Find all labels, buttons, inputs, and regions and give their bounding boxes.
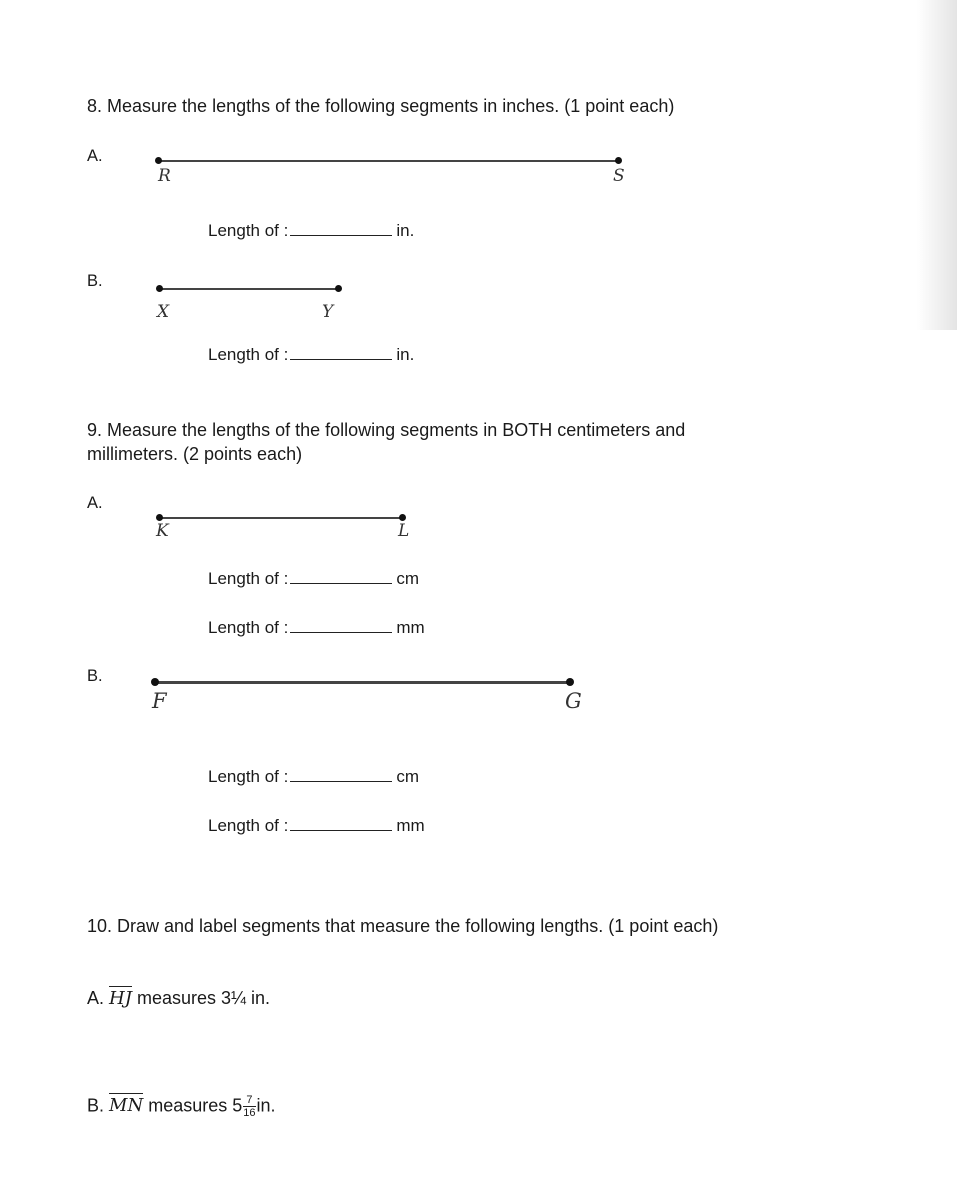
q10-part-a-text: measures 3¼ in. bbox=[136, 988, 271, 1008]
point-s-dot bbox=[615, 157, 622, 164]
q10-part-b-text: measures 5 bbox=[148, 1095, 243, 1116]
question-9-title-line1: 9. Measure the lengths of the following segments in BOTH centimeters and bbox=[87, 420, 686, 440]
fraction-7-16: $\frac{7}{16}$ bbox=[243, 1094, 256, 1119]
q8b-answer-line bbox=[208, 345, 414, 365]
answer-prefix: Length of : bbox=[208, 221, 289, 240]
q9-part-a-label: A. bbox=[87, 494, 103, 512]
answer-unit: cm bbox=[396, 569, 420, 588]
segment-fg bbox=[155, 681, 571, 684]
answer-blank[interactable] bbox=[290, 816, 392, 831]
q9a-cm-answer-line bbox=[208, 569, 419, 589]
page-edge-shadow bbox=[917, 0, 957, 330]
question-8-title: 8. Measure the lengths of the following segments in inches. (1 point each) bbox=[87, 96, 675, 116]
point-x-label: X bbox=[157, 302, 170, 322]
point-s-label: S bbox=[613, 166, 625, 186]
point-r-label: R bbox=[158, 166, 171, 186]
answer-unit: mm bbox=[396, 618, 425, 637]
question-9-title-line2: millimeters. (2 points each) bbox=[87, 444, 303, 464]
point-k-dot bbox=[156, 514, 163, 521]
q10-part-b-label: B. bbox=[87, 1095, 105, 1116]
q9a-mm-answer-line bbox=[208, 618, 425, 638]
answer-prefix: Length of : bbox=[208, 816, 289, 835]
point-y-label: Y bbox=[322, 302, 334, 322]
answer-unit: mm bbox=[396, 816, 425, 835]
q8-part-b-label: B. bbox=[87, 272, 103, 290]
point-g-dot bbox=[566, 678, 574, 686]
point-f-dot bbox=[151, 678, 159, 686]
answer-blank[interactable] bbox=[290, 569, 392, 584]
point-l-label: L bbox=[398, 521, 410, 541]
q9-part-b-label: B. bbox=[87, 667, 103, 685]
segment-rs bbox=[159, 160, 619, 162]
segment-kl bbox=[160, 517, 403, 519]
q9b-mm-answer-line bbox=[208, 816, 425, 836]
answer-blank[interactable] bbox=[290, 345, 392, 360]
answer-prefix: Length of : bbox=[208, 345, 289, 364]
answer-blank[interactable] bbox=[290, 618, 392, 633]
point-l-dot bbox=[399, 514, 406, 521]
point-r-dot bbox=[155, 157, 162, 164]
answer-prefix: Length of : bbox=[208, 618, 289, 637]
answer-unit: in. bbox=[396, 345, 415, 364]
point-f-label: F bbox=[152, 689, 167, 713]
q10-part-a-label: A. bbox=[87, 988, 105, 1008]
point-g-label: G bbox=[565, 689, 582, 713]
q10-part-a bbox=[87, 988, 270, 1009]
segment-hj-notation: HJ bbox=[109, 988, 132, 1009]
q9b-cm-answer-line bbox=[208, 767, 419, 787]
answer-unit: cm bbox=[396, 767, 420, 786]
q10-part-b-unit: in. bbox=[256, 1095, 276, 1116]
question-10-title: 10. Draw and label segments that measure the following lengths. (1 point each) bbox=[87, 916, 719, 936]
point-k-label: K bbox=[156, 521, 169, 541]
answer-blank[interactable] bbox=[290, 221, 392, 236]
answer-prefix: Length of : bbox=[208, 767, 289, 786]
segment-mn-notation: MN bbox=[109, 1095, 144, 1117]
segment-xy bbox=[160, 288, 339, 290]
answer-blank[interactable] bbox=[290, 767, 392, 782]
q8a-answer-line bbox=[208, 221, 414, 241]
q8-part-a-label: A. bbox=[87, 147, 103, 165]
answer-prefix: Length of : bbox=[208, 569, 289, 588]
answer-unit: in. bbox=[396, 221, 415, 240]
point-x-dot bbox=[156, 285, 163, 292]
point-y-dot bbox=[335, 285, 342, 292]
q10-part-b bbox=[87, 1094, 276, 1119]
